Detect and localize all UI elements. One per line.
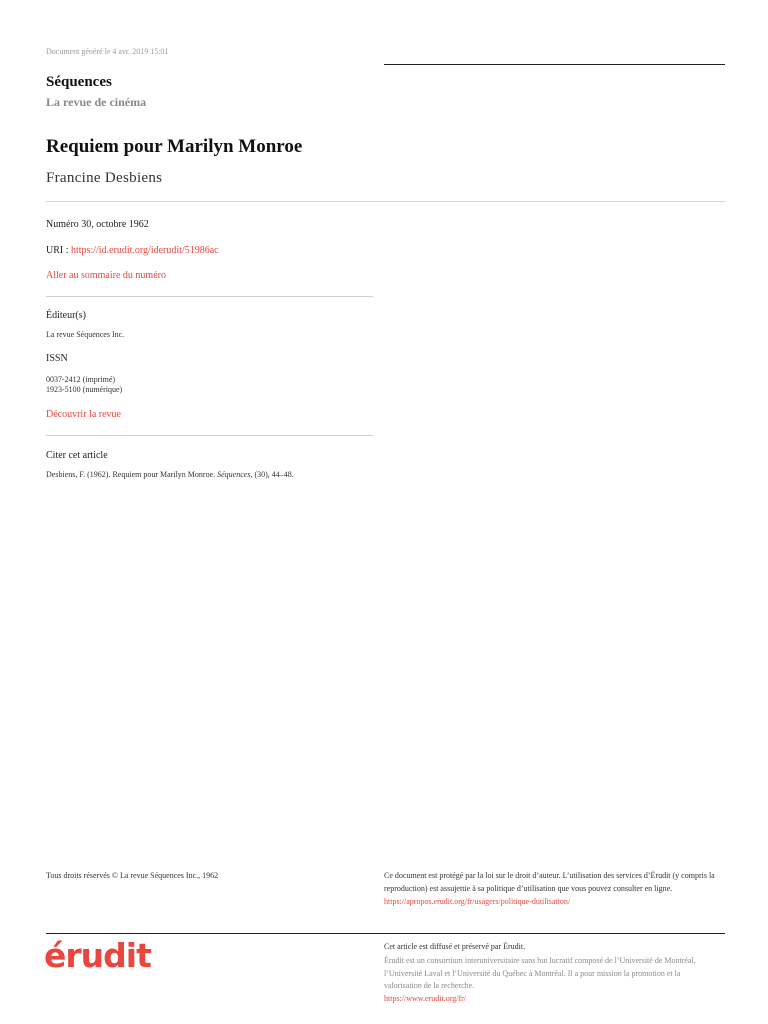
policy-link[interactable]: https://apropos.erudit.org/fr/usagers/politique-dutilisation/ [384, 897, 571, 906]
article-title: Requiem pour Marilyn Monroe [46, 136, 303, 157]
article-author: Francine Desbiens [46, 170, 163, 186]
rights-notice: Tous droits réservés © La revue Séquences Inc., 1962 [46, 871, 219, 880]
footer-divider [46, 933, 725, 934]
publisher-name: La revue Séquences Inc. [46, 330, 125, 339]
discover-journal-link[interactable]: Découvrir la revue [46, 409, 121, 420]
diffusion-notice: Cet article est diffusé et préservé par Érudit. [384, 942, 526, 951]
generation-date: Document généré le 4 avr. 2019 15:01 [46, 47, 169, 56]
citation-text [46, 470, 294, 480]
issn-digital: 1923-5100 (numérique) [46, 385, 123, 394]
uri-link[interactable]: https://id.erudit.org/iderudit/51986ac [71, 245, 219, 256]
erudit-link[interactable]: https://www.erudit.org/fr/ [384, 993, 466, 1003]
issue-number: Numéro 30, octobre 1962 [46, 219, 149, 230]
uri-label: URI : [46, 245, 71, 256]
citation-suffix: , (30), 44–48. [250, 470, 294, 479]
top-divider [384, 64, 725, 65]
citation-journal: Séquences [217, 470, 251, 479]
issn-print: 0037-2412 (imprimé) [46, 375, 116, 384]
erudit-description-block [384, 955, 719, 1005]
journal-subtitle: La revue de cinéma [46, 95, 147, 109]
erudit-description: Érudit est un consortium interuniversitaire sans but lucratif composé de l’Université de Montréal, l’Université Laval et l’Université du Québec à Montréal. Il a pour mission la promotion et la valorisation de la recherche. [384, 956, 696, 990]
citation-prefix: Desbiens, F. (1962). Requiem pour Marilyn Monroe. [46, 470, 218, 479]
copyright-block [384, 870, 719, 909]
issn-heading: ISSN [46, 353, 68, 364]
toc-link[interactable]: Aller au sommaire du numéro [46, 270, 166, 281]
section-divider [46, 296, 373, 297]
journal-title: Séquences [46, 74, 112, 90]
publisher-heading: Éditeur(s) [46, 310, 86, 321]
uri-line [46, 245, 219, 256]
erudit-logo[interactable]: érudit [44, 936, 151, 975]
copyright-notice: Ce document est protégé par la loi sur le droit d’auteur. L’utilisation des services d’Érudit (y compris la reproduction) est assujettie à sa politique d’utilisation que vous pouvez consulter en ligne. [384, 871, 715, 893]
cite-heading: Citer cet article [46, 450, 108, 461]
section-divider [46, 435, 373, 436]
header-divider [46, 201, 725, 202]
